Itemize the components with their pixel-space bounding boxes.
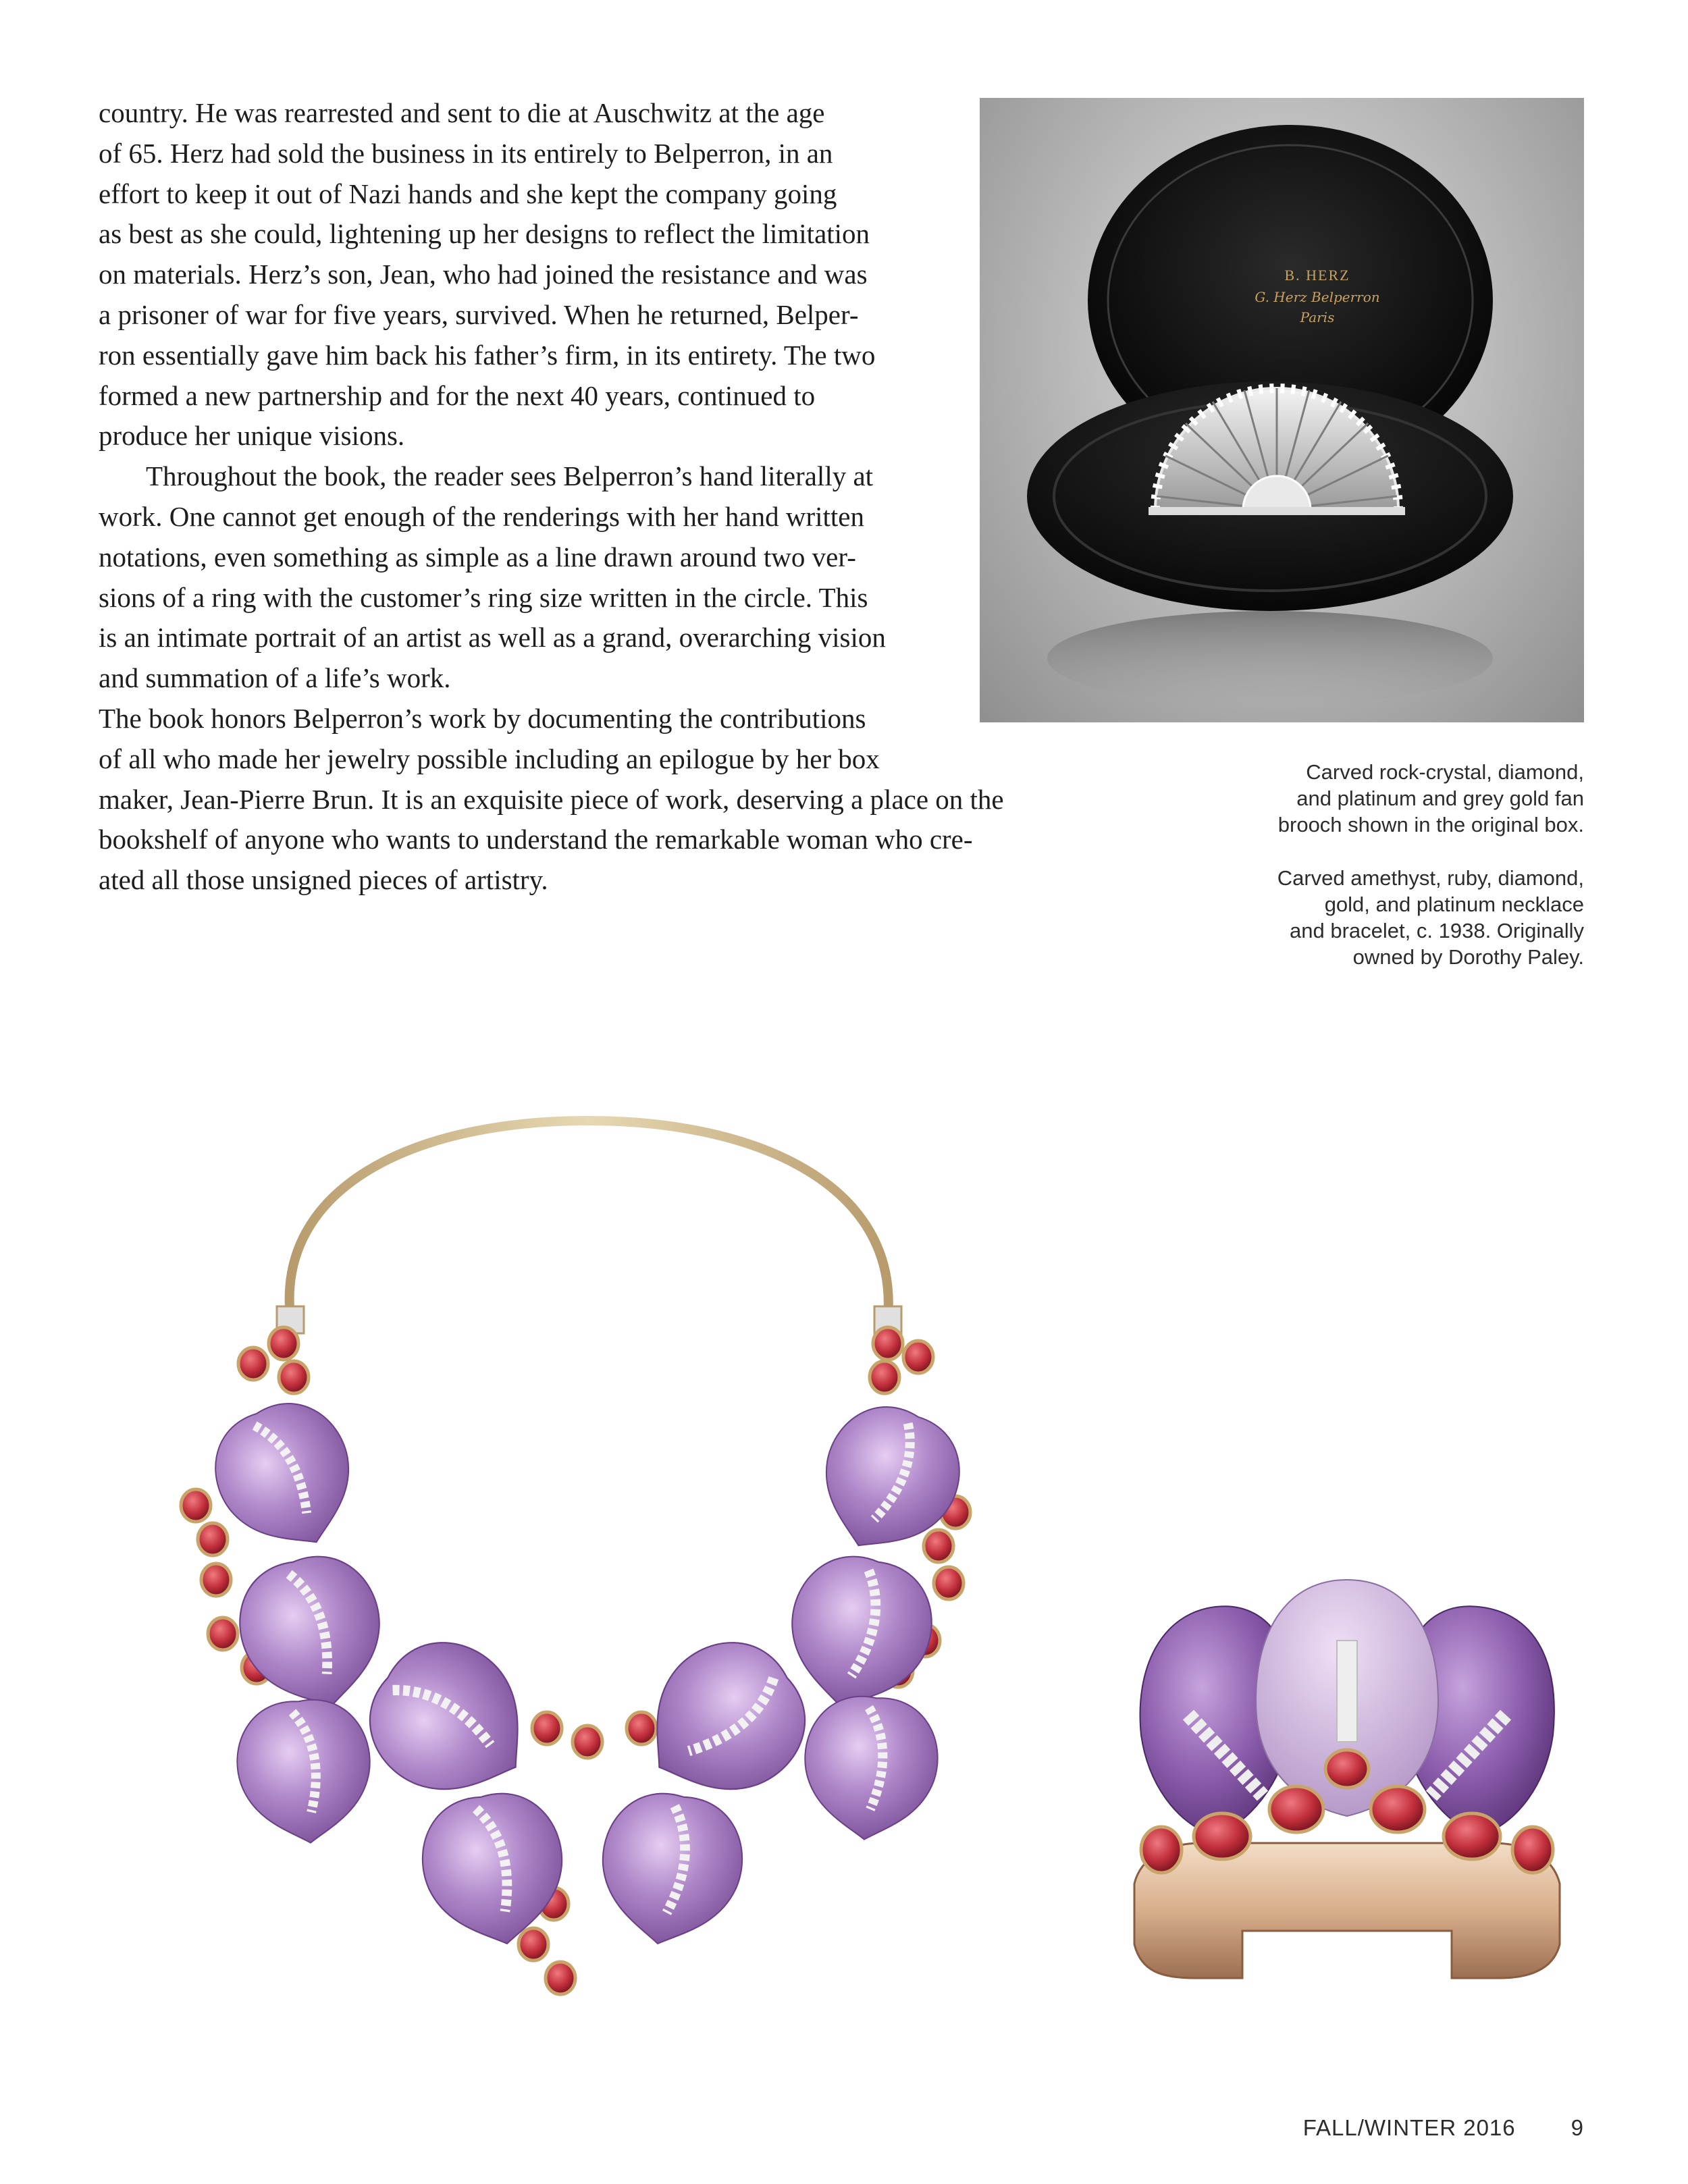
- article-line: ated all those unsigned pieces of artistry.: [99, 864, 548, 896]
- brooch-in-box-image: [980, 98, 1584, 722]
- caption-line: Carved rock-crystal, diamond,: [1306, 760, 1584, 784]
- article-line: and summation of a life’s work.: [99, 662, 451, 694]
- collar-wire: [290, 1121, 889, 1316]
- bracelet-band: [1134, 1843, 1560, 1978]
- photo-captions: [1152, 759, 1584, 970]
- article-line: of 65. Herz had sold the business in its entirely to Belperron, in an: [99, 137, 833, 169]
- article-line: notations, even something as simple as a line drawn around two ver-: [99, 541, 856, 572]
- amethyst-leaves: [196, 1385, 978, 1955]
- necklace-photo: [155, 1107, 1060, 2059]
- amethyst-bracelet-image: [1087, 1566, 1600, 2052]
- article-line: a prisoner of war for five years, survived. When he returned, Belper-: [99, 298, 859, 330]
- box-label-script: G. Herz Belperron: [1255, 289, 1380, 305]
- article-body: [99, 93, 1057, 901]
- caption-line: owned by Dorothy Paley.: [1352, 945, 1584, 969]
- article-line: is an intimate portrait of an artist as well as a grand, overarching vision: [99, 622, 886, 654]
- caption-line: Carved amethyst, ruby, diamond,: [1277, 866, 1584, 890]
- caption-brooch: [1152, 759, 1584, 838]
- caption-line: and bracelet, c. 1938. Originally: [1290, 919, 1584, 942]
- bracelet-photo: [1087, 1566, 1600, 2052]
- article-line: Throughout the book, the reader sees Belperron’s hand literally at: [146, 460, 874, 492]
- article-line: bookshelf of anyone who wants to understand the remarkable woman who cre-: [99, 824, 973, 855]
- article-line: ron essentially gave him back his father’s firm, in its entirety. The two: [99, 339, 876, 371]
- article-line: as best as she could, lightening up her designs to reflect the limitation: [99, 218, 870, 250]
- issue-label: FALL/WINTER 2016: [1302, 2115, 1516, 2140]
- amethyst-necklace-image: [155, 1107, 1060, 2059]
- article-line: work. One cannot get enough of the renderings with her hand written: [99, 500, 865, 532]
- box-label-city: Paris: [1300, 309, 1335, 325]
- diamond-strip: [1337, 1641, 1357, 1742]
- caption-line: brooch shown in the original box.: [1277, 813, 1584, 836]
- article-line: country. He was rearrested and sent to die at Auschwitz at the age: [99, 97, 825, 128]
- page-number: 9: [1571, 2115, 1584, 2140]
- article-line: on materials. Herz’s son, Jean, who had joined the resistance and was: [99, 259, 868, 290]
- article-line: effort to keep it out of Nazi hands and she kept the company going: [99, 178, 837, 209]
- brooch-photo: [980, 98, 1584, 722]
- caption-line: gold, and platinum necklace: [1324, 893, 1584, 916]
- box-reflection: [1047, 611, 1493, 705]
- article-line: sions of a ring with the customer’s ring size written in the circle. This: [99, 581, 868, 613]
- box-label-brand: B. HERZ: [1284, 267, 1350, 284]
- article-line: produce her unique visions.: [99, 420, 405, 452]
- article-line: of all who made her jewelry possible including an epilogue by her box: [99, 743, 880, 774]
- caption-necklace: [1152, 865, 1584, 970]
- article-line: formed a new partnership and for the next 40 years, continued to: [99, 379, 816, 411]
- article-line: The book honors Belperron’s work by documenting the contributions: [99, 702, 866, 734]
- page-footer: [1303, 2115, 1584, 2141]
- caption-line: and platinum and grey gold fan: [1296, 787, 1584, 810]
- article-line: maker, Jean-Pierre Brun. It is an exquisite piece of work, deserving a place on the: [99, 783, 1004, 815]
